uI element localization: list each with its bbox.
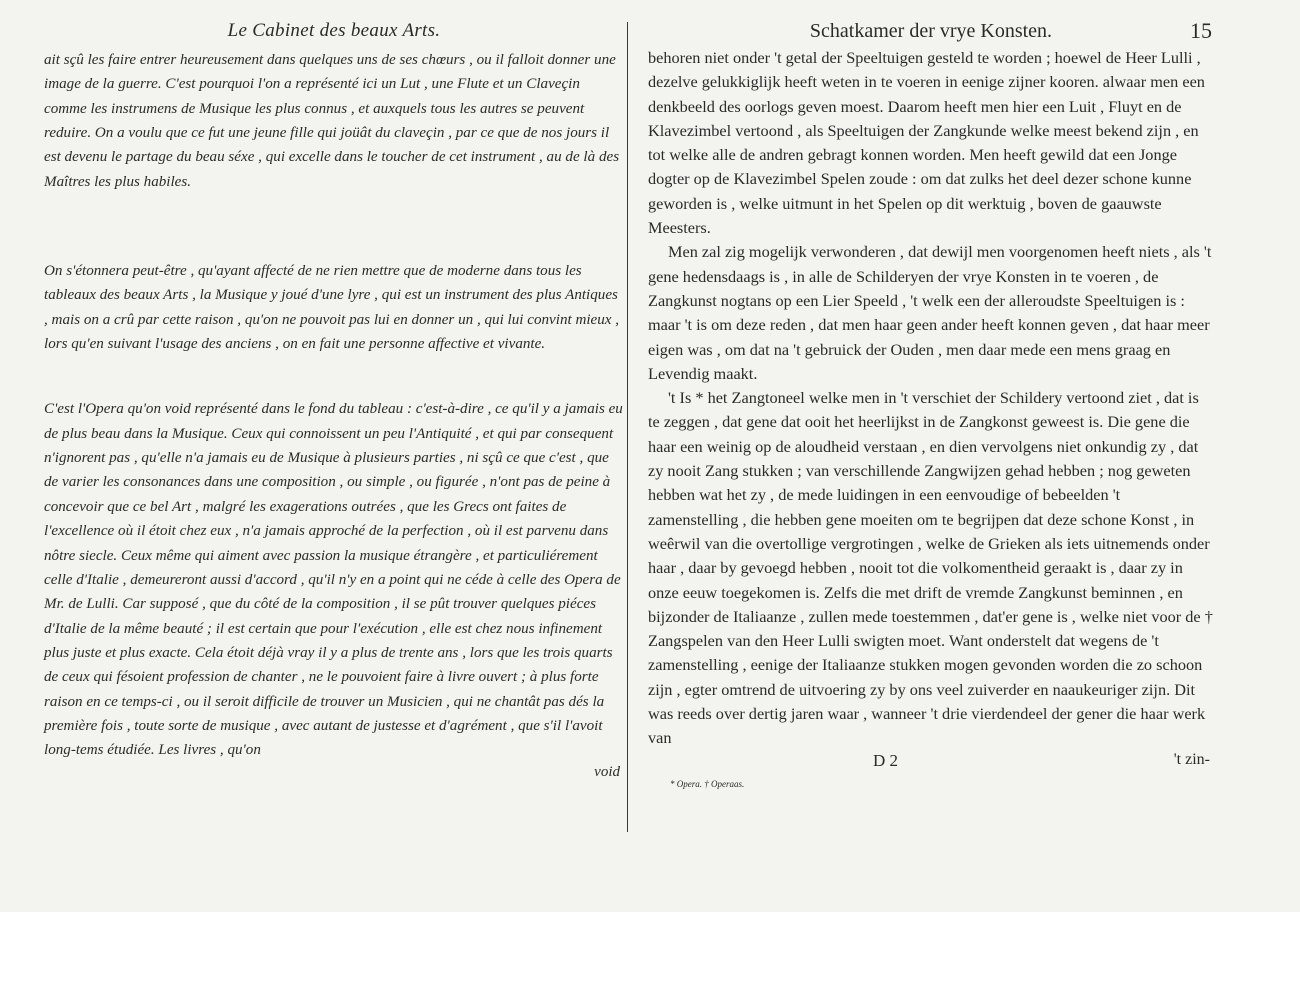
catchword-right: 't zin- [1173,750,1210,768]
running-head-right [648,20,1214,44]
french-paragraph-1: ait sçû les faire entrer heureusement dans quelques uns de ses chœurs , ou il falloit donner une image de la guerre. C'est pourquoi l'on a représenté ici un Lut , une Flute et un Claveçin comme les instrumens de Musique les plus connus , et auxquels tous les autres se peuvent reduire. On a voulu que ce fut une jeune fille qui joüât du claveçin , par ce que de nos jours il est devenu le partage du beau séxe , qui excelle dans le toucher de cet instrument , au de là des Maîtres les plus habiles. [44,52,620,190]
running-head-title: Schatkamer der vrye Konsten. [809,20,1053,42]
french-paragraph-3: C'est l'Opera qu'on void représenté dans le fond du tableau : c'est-à-dire , ce qu'il y a jamais eu de plus beau dans la Musique. Ceux qui connoissent un peu l'Antiquité , et qui par consequent n'ignorent pas , qu'elle n'a jamais eu de Musique à plusieurs parties , ni sçû ce que c'est , que de varier les consonances dans une composition , ou simple , ou figurée , n'ont pas de peine à concevoir que ce bel Art , malgré les exagerations outrées , que les Grecs ont faites de l'excellence où il étoit chez eux , n'a jamais approché de la perfection , où il est parvenu dans nôtre siecle. Ceux même qui aiment avec passion la musique étrangère , et particuliérement celle d'Italie , demeureront aussi d'accord , qu'il n'y en a point qui ne céde à celle des Opera de Mr. de Lulli. Car supposé , que du côté de la composition , il se pût trouver quelques piéces d'Italie de la même beauté ; il est certain que pour l'exécution , elle est chez nous infinement plus juste et plus exacte. Cela étoit déjà vray il y a plus de trente ans , lors que les trois quarts de ceux qui fésoient profession de chanter , ne le pouvoient faire à livre ouvert ; à plus forte raison en ce temps-ci , ou il seroit difficile de trouver un Musicien , qui ne chantât pas dés la première fois , toute sorte de musique , avec autant de justesse et d'agrément , que s'il l'avoit long-tems étudiée. Les livres , qu'on [44,401,623,759]
running-head-left: Le Cabinet des beaux Arts. [227,20,441,41]
footnote: * Opera. † Operaas. [670,778,745,789]
dutch-paragraph-1: behoren niet onder 't getal der Speeltuigen gesteld te worden ; hoewel de Heer Lulli , dezelve gelukkiglijk heeft weten in te voeren in eenige zijner kooren. alwaar men een denkbeeld des oorlogs geven moest. Daarom heeft men hier een Luit , Fluyt en de Klavezimbel vertoond , als Speeltuigen der Zangkunde welke meest bekend zijn , en tot welke alle de andren gebragt konnen worden. Men heeft gewild dat een Jonge dogter op de Klavezimbel Spelen zoude : om dat zulks het deel dezer schone kunne geworden is , welke uitmunt in het Spelen op dit werktuig , boven de gaauwste Meesters. [648,48,1205,238]
dutch-paragraph-2: Men zal zig mogelijk verwonderen , dat dewijl men voorgenomen heeft niets , als 't gene hedensdaags is , in alle de Schilderyen der vrye Konsten in te voeren , de Zangkunst nogtans op een Lier Speeld , 't welk een der alleroudste Speeltuigen is : maar 't is om deze reden , dat men haar geen ander heeft konnen geven , dat haar meer eigen was , om dat na 't gebruick der Ouden , men daar mede een mens graag en Levendig maakt. [648,242,1212,383]
signature-line [648,751,1214,775]
dutch-paragraph-3: 't Is * het Zangtoneel welke men in 't verschiet der Schildery vertoond ziet , dat is te zeggen , dat gene dat ooit het heerlijkst in de Zangkonst geweest is. Die gene die haar een weinig op de aloudheid verstaan , en dien vervolgens niet onkundig zy , dat zy nooit Zang stukken ; van verschillende Zangwijzen gehad hebben ; nog geweten hebben wat het zy , de mede luidingen in een eenvoudige of bebeelden 't zamenstelling , die hebben gene moeiten om te begrijpen dat deze schone Konst , in weêrwil van die overtollige vergrotingen , welke de Grieken als iets uitnemends onder haar , daar by gevoegd hebben , nooit tot die volkomentheid geraakt is , daar zy in onze eeuw toegekomen is. Zelfs die met drift de vremde Zangkunst beminnen , en bijzonder de Italiaanze , zullen mede toestemmen , dat'er gene is , welke niet voor de † Zangspelen van den Heer Lulli swigten moet. Want onderstelt dat wegens de 't zamenstelling , eenige der Italiaanze stukken mogen gevonden worden die zo schoon zijn , egter omtrend de uitvoering zy by ons veel zuiverder en naaukeuriger zijn. Dit was reeds over dertig jaren waar , wanneer 't drie vierdendeel der gener die haar werk van [648,388,1213,748]
french-column [44,20,624,781]
signature-mark: D 2 [873,750,899,770]
french-paragraph-2: On s'étonnera peut-être , qu'ayant affecté de ne rien mettre que de moderne dans tous les tableaux des beaux Arts , la Musique y joué d'une lyre , qui est un instrument des plus Antiques , mais on a crû par cette raison , qu'on ne pouvoit pas lui en donner un , qui lui convint mieux , lors qu'en suivant l'usage des anciens , on en fait une personne affective et vivante. [44,263,620,353]
catchword-left: void [594,763,620,780]
page-number: 15 [1190,18,1212,43]
dutch-column [648,20,1214,789]
column-divider [627,22,628,832]
